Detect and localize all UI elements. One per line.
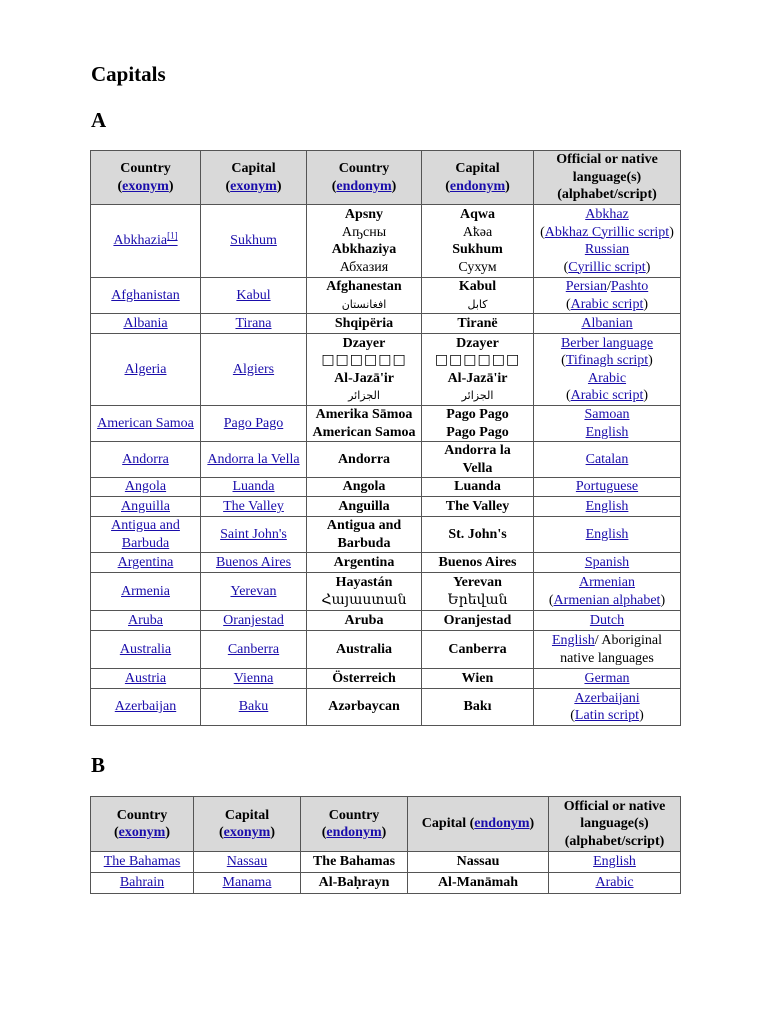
cell-official-languages [534,517,681,553]
table-row [91,278,681,314]
cell-country-exonym [91,689,201,726]
cell-country-exonym [91,873,194,894]
language-text: ( [565,296,571,312]
capital-link[interactable]: Tirana [235,315,272,331]
cell-capital-exonym [201,689,307,726]
language-link[interactable]: Pashto [610,279,649,294]
cell-capital-exonym [201,205,307,278]
cell-official-languages [534,631,681,669]
cell-country-exonym [91,497,201,517]
cell-capital-endonym [422,334,534,406]
cell-capital-exonym [201,497,307,517]
endonym-text: Wien [461,670,494,686]
cell-official-languages [534,334,681,406]
endonym-text: Абхазия [339,259,389,275]
language-text: ) [639,708,644,723]
capital-link[interactable]: Kabul [236,287,271,303]
cell-official-languages [534,278,681,314]
header-country-endonym: Country (endonym) [307,151,422,205]
endonym-text: Apsny [344,207,384,222]
capital-link[interactable]: Baku [238,699,269,715]
language-link[interactable]: Albanian [581,315,633,331]
endonym-link[interactable]: endonym [326,825,382,840]
cell-official-languages [534,611,681,631]
table-row [91,553,681,573]
endonym-text: Nassau [456,854,500,870]
cell-country-exonym [91,611,201,631]
cell-capital-exonym [201,442,307,478]
language-text: / Aboriginal [594,633,663,648]
country-link[interactable]: Argentina [117,554,174,570]
language-link[interactable]: Portuguese [575,479,639,495]
endonym-text: Bakı [463,699,492,715]
table-row [91,573,681,611]
country-link[interactable]: Austria [124,670,167,686]
capital-link[interactable]: The Valley [223,498,284,514]
cell-capital-exonym [201,669,307,689]
cell-country-exonym [91,517,201,553]
endonym-link[interactable]: endonym [449,178,506,194]
cell-official-languages [534,689,681,726]
country-link[interactable]: Afghanistan [111,287,180,303]
exonym-link[interactable]: exonym [122,178,169,194]
table-row [91,205,681,278]
cell-country-endonym [307,278,422,314]
page-title: Capitals [91,62,166,86]
cell-capital-endonym [422,553,534,573]
header-capital-exonym: Capital (exonym) [201,151,307,205]
language-link[interactable]: English [585,498,629,514]
endonym-text: Сухум [458,259,497,275]
capital-link[interactable]: Saint John's [220,526,287,542]
cell-country-exonym [91,478,201,497]
cell-capital-exonym [201,553,307,573]
cell-capital-endonym [422,314,534,334]
cell-country-endonym [307,314,422,334]
cell-capital-endonym [422,611,534,631]
language-link[interactable]: Cyrillic script [568,259,646,275]
cell-official-languages [549,873,681,894]
header-official-languages: Official or native language(s) (alphabet/script) [534,151,681,205]
endonym-text: Al-Baḥrayn [318,875,390,891]
table-row [91,669,681,689]
endonym-text: The Valley [445,498,510,514]
endonym-text: Amerika Sāmoa [315,407,413,422]
endonym-text: Anguilla [338,498,390,514]
endonym-text: كابل [467,297,488,311]
endonym-text: Երեվան [447,592,508,608]
cell-official-languages [534,205,681,278]
language-link[interactable]: Catalan [585,451,629,467]
cell-country-exonym [91,406,201,442]
endonym-text: Angola [342,479,386,495]
cell-official-languages [534,314,681,334]
language-link[interactable]: German [584,670,630,686]
endonym-text: Hayastán [335,575,393,590]
cell-country-endonym [307,497,422,517]
cell-capital-endonym [422,669,534,689]
endonym-text: Pago Pago [446,424,509,440]
language-link[interactable]: Samoan [584,407,630,422]
table-row [91,873,681,894]
capital-link[interactable]: Vienna [233,670,274,686]
cell-capital-endonym [422,631,534,669]
cell-country-endonym [307,334,422,406]
language-text: ) [645,259,651,275]
cell-capital-endonym [422,478,534,497]
capital-link[interactable]: Oranjestad [223,612,284,628]
endonym-text: American Samoa [312,424,416,440]
language-link[interactable]: Arabic [595,875,634,891]
endonym-link[interactable]: endonym [474,816,530,832]
endonym-text: Dzayer [456,335,499,351]
cell-country-endonym [307,689,422,726]
language-link[interactable]: English [551,633,595,648]
cell-capital-exonym [201,334,307,406]
table-row [91,497,681,517]
table-row [91,406,681,442]
endonym-text: Andorra [337,451,391,467]
endonym-text: Buenos Aires [438,554,517,570]
cell-country-exonym [91,314,201,334]
capitals-table-b [90,796,681,894]
cell-capital-exonym [194,852,301,873]
table-row [91,852,681,873]
header-capital-endonym: Capital (endonym) [408,797,549,852]
language-text: ( [540,224,545,240]
endonym-text: Andorra la [444,443,511,458]
exonym-link[interactable]: exonym [223,825,271,840]
country-link[interactable]: The Bahamas [103,854,181,870]
capital-link[interactable]: Sukhum [230,233,277,249]
table-row [91,442,681,478]
language-link[interactable]: Abkhaz [585,207,629,222]
cell-country-endonym [307,611,422,631]
cell-country-exonym [91,852,194,873]
endonym-text: Aruba [344,612,384,628]
endonym-text: Aqwa [459,207,495,222]
cell-capital-exonym [201,278,307,314]
endonym-text: Barbuda [337,535,391,551]
cell-official-languages [534,669,681,689]
table-row [91,334,681,406]
capitals-table-a [90,150,681,726]
cell-country-endonym [307,553,422,573]
endonym-text: Abkhaziya [331,242,397,257]
endonym-text: Al-Jazā'ir [334,370,394,386]
endonym-text: □□□□□□ [321,352,407,368]
language-link[interactable]: English [585,526,629,542]
cell-country-endonym [307,478,422,497]
country-link[interactable]: Armenia [121,583,170,599]
cell-capital-endonym [422,442,534,478]
capital-link[interactable]: Pago Pago [223,415,284,431]
language-link[interactable]: Latin script [574,708,640,723]
endonym-text: □□□□□□ [434,352,521,368]
cell-official-languages [534,573,681,611]
country-link[interactable]: Algeria [124,361,167,377]
endonym-text: Antigua and [326,518,402,533]
language-link[interactable]: Berber language [560,335,654,351]
cell-country-endonym [301,873,408,894]
footnote-link[interactable]: [1] [167,230,178,241]
endonym-text: Al-Jazā'ir [447,370,508,386]
language-text: / [606,279,611,294]
language-link[interactable]: Armenian [579,575,635,590]
capital-link[interactable]: Buenos Aires [215,554,292,570]
language-text: ( [548,592,554,608]
section-heading-a: A [91,108,107,132]
endonym-text: Al-Manāmah [437,875,519,891]
endonym-text: Vella [462,460,493,476]
header-official-languages: Official or native language(s) (alphabet/script) [549,797,681,852]
language-link[interactable]: Arabic [587,370,627,386]
cell-country-endonym [307,205,422,278]
header-country-exonym: Country (exonym) [91,797,194,852]
endonym-text: St. John's [448,526,507,542]
endonym-text: Аҟәа [462,224,493,240]
cell-country-endonym [301,852,408,873]
cell-capital-endonym [422,573,534,611]
language-link[interactable]: Arabic script [570,296,644,312]
cell-official-languages [549,852,681,873]
exonym-link[interactable]: exonym [230,178,277,194]
cell-country-endonym [307,406,422,442]
language-link[interactable]: Dutch [589,612,625,628]
endonym-text: Tiranë [457,315,498,331]
table-row [91,631,681,669]
country-link[interactable]: Andorra [122,451,169,467]
endonym-text: Sukhum [452,242,503,257]
language-text: ( [570,708,575,723]
cell-capital-exonym [201,611,307,631]
cell-capital-endonym [422,497,534,517]
capital-link[interactable]: Canberra [227,641,280,657]
language-link[interactable]: English [585,424,629,440]
exonym-link[interactable]: exonym [118,825,166,840]
language-text: ) [643,296,649,312]
header-country-exonym: Country (exonym) [91,151,201,205]
language-link[interactable]: Russian [584,242,630,257]
endonym-text: Kabul [458,279,497,294]
table-row [91,314,681,334]
cell-capital-endonym [422,689,534,726]
table-header-row [91,797,681,852]
endonym-text: The Bahamas [312,854,396,870]
header-capital-exonym: Capital (exonym) [194,797,301,852]
cell-official-languages [534,442,681,478]
cell-capital-endonym [422,278,534,314]
table-row [91,517,681,553]
country-link[interactable]: Abkhazia[1] [113,230,178,249]
table-body-b [91,852,681,894]
country-link[interactable]: Aruba [128,612,163,628]
capital-link[interactable]: Algiers [232,361,275,377]
cell-country-exonym [91,553,201,573]
endonym-text: Luanda [454,479,501,495]
endonym-text: Oranjestad [443,612,512,628]
cell-country-exonym [91,669,201,689]
language-text: native languages [560,650,654,666]
cell-official-languages [534,553,681,573]
cell-capital-exonym [201,517,307,553]
capital-link[interactable]: Manama [222,875,272,891]
country-link[interactable]: Antigua and Barbuda [111,518,180,551]
endonym-text: Shqipëria [334,315,394,331]
endonym-text: Azərbaycan [328,699,400,715]
language-link[interactable]: Spanish [584,554,630,570]
capital-link[interactable]: Andorra la Vella [207,451,300,467]
cell-capital-endonym [422,517,534,553]
country-link[interactable]: Albania [123,315,168,331]
cell-country-endonym [307,442,422,478]
cell-capital-exonym [194,873,301,894]
cell-capital-exonym [201,573,307,611]
cell-capital-endonym [422,205,534,278]
table-body-a [91,205,681,726]
cell-country-exonym [91,334,201,406]
cell-country-endonym [307,631,422,669]
endonym-link[interactable]: endonym [336,178,392,194]
capital-link[interactable]: Luanda [232,479,275,495]
country-link[interactable]: Angola [124,479,167,495]
cell-country-exonym [91,631,201,669]
cell-official-languages [534,406,681,442]
country-link[interactable]: American Samoa [97,415,194,431]
capital-link[interactable]: Nassau [226,854,268,870]
endonym-text: الجزائر [461,389,494,402]
country-link[interactable]: Anguilla [121,498,170,514]
cell-country-exonym [91,573,201,611]
table-row [91,478,681,497]
cell-official-languages [534,478,681,497]
language-link[interactable]: Persian [565,279,607,294]
language-text: ) [643,388,649,403]
cell-capital-exonym [201,631,307,669]
endonym-text: Yerevan [453,575,502,590]
cell-official-languages [534,497,681,517]
language-link[interactable]: Tifinagh script [565,353,649,368]
cell-capital-exonym [201,478,307,497]
endonym-text: Pago Pago [446,407,509,422]
cell-country-exonym [91,205,201,278]
cell-capital-endonym [408,873,549,894]
language-text: ) [660,592,666,608]
endonym-text: Аҧсны [341,224,387,240]
language-link[interactable]: Azerbaijani [574,690,640,706]
language-link[interactable]: Arabic script [570,388,644,403]
section-heading-b: B [91,753,106,777]
endonym-text: الجزائر [348,389,380,402]
cell-capital-endonym [408,852,549,873]
endonym-text: Canberra [448,641,507,657]
endonym-text: Afghanestan [326,279,402,294]
language-text: ( [563,259,569,275]
endonym-text: Österreich [332,670,396,686]
cell-country-endonym [307,669,422,689]
endonym-text: افغانستان [341,297,387,311]
table-row [91,611,681,631]
cell-capital-endonym [422,406,534,442]
table-header-row [91,151,681,205]
cell-country-endonym [307,573,422,611]
cell-country-exonym [91,278,201,314]
language-link[interactable]: Abkhaz Cyrillic script [544,224,670,240]
header-country-endonym: Country (endonym) [301,797,408,852]
language-link[interactable]: Armenian alphabet [553,592,661,608]
endonym-text: Dzayer [342,335,386,351]
cell-capital-exonym [201,406,307,442]
language-link[interactable]: English [593,854,636,870]
endonym-text: Argentina [333,554,395,570]
country-link[interactable]: Australia [119,641,172,657]
cell-capital-exonym [201,314,307,334]
cell-country-endonym [307,517,422,553]
capital-link[interactable]: Yerevan [230,583,277,599]
endonym-text: Australia [336,641,392,657]
language-text: ) [648,353,653,368]
language-text: ( [565,388,571,403]
country-link[interactable]: Azerbaijan [114,699,177,715]
language-text: ) [669,224,674,240]
header-capital-endonym: Capital (endonym) [422,151,534,205]
country-link[interactable]: Bahrain [119,875,165,891]
language-text: ( [561,353,566,368]
cell-country-exonym [91,442,201,478]
endonym-text: Հայաստան [321,592,407,608]
table-row [91,689,681,726]
